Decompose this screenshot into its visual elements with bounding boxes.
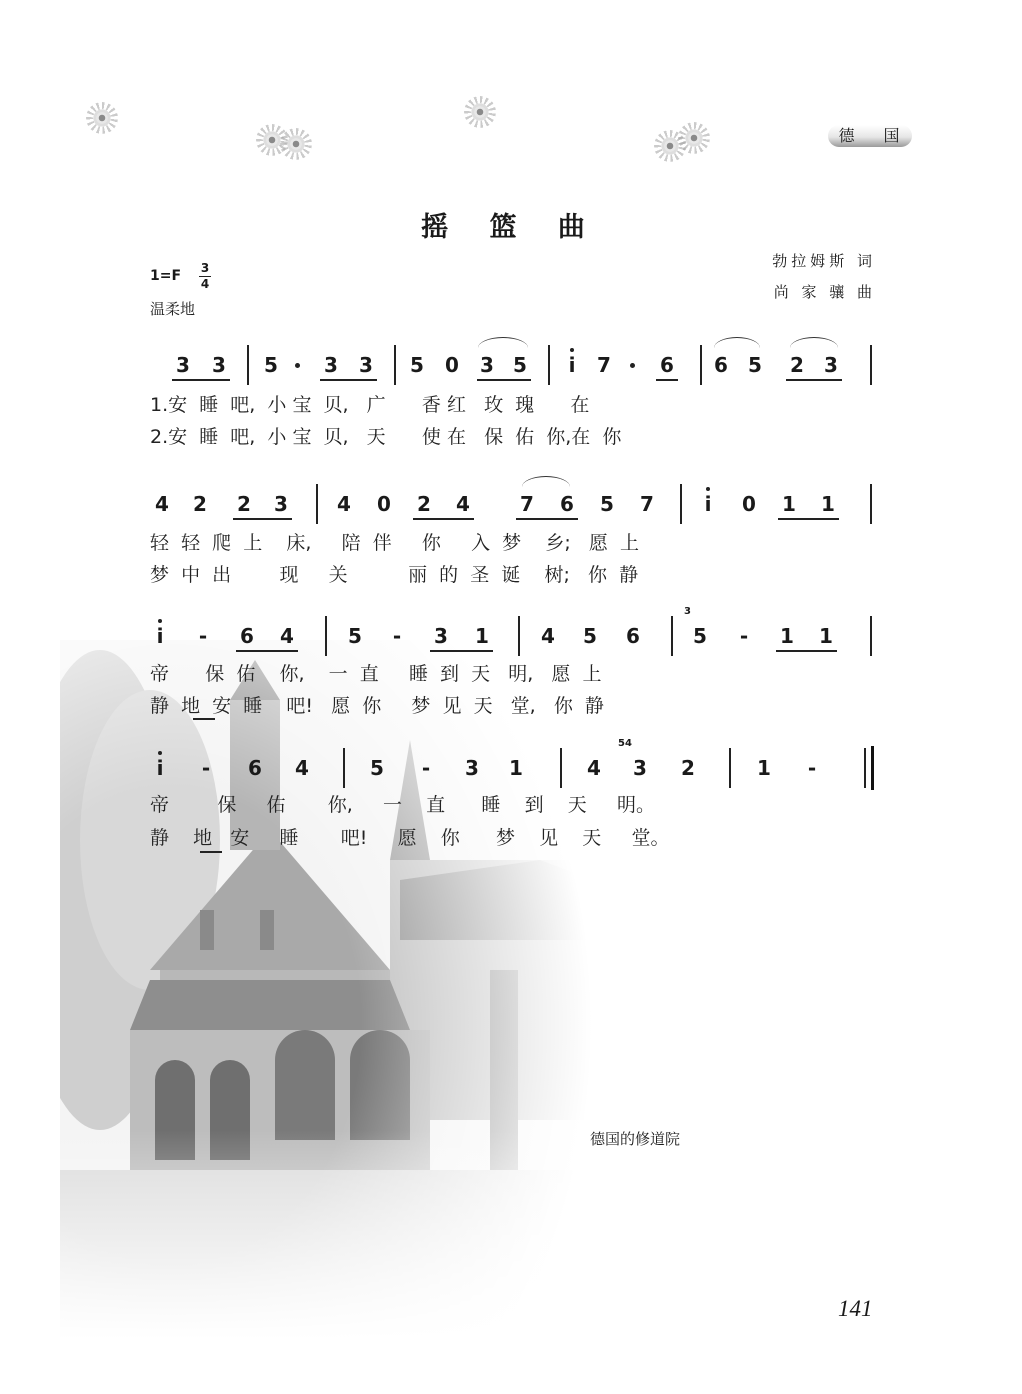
note: i [568, 353, 576, 377]
lyricist-credit: 勃拉姆斯 词 [772, 252, 876, 270]
note: 4 [456, 492, 470, 516]
lyrics-verse-1: 轻 轻 爬 上 床, 陪 伴 你 入 梦 乡; 愿 上 [150, 532, 639, 554]
lyrics-verse-2: 梦 中 出 现 关 丽 的 圣 诞 树; 你 静 [150, 564, 639, 586]
note: 6 [626, 624, 640, 648]
note: 3 [434, 624, 448, 648]
note: - [739, 624, 749, 648]
country-tag: 德 国 [828, 125, 912, 147]
lyrics-verse-1: 帝 保 佑 你, 一 直 睡 到 天 明。 [150, 794, 655, 816]
note: 3 [480, 353, 494, 377]
note: 5 [410, 353, 424, 377]
note: 1 [780, 624, 794, 648]
note: 1 [757, 756, 771, 780]
flower-decoration-icon [286, 134, 306, 154]
note: - [807, 756, 817, 780]
note: 5 [370, 756, 384, 780]
note: 6 [560, 492, 574, 516]
flower-decoration-icon [92, 108, 112, 128]
flower-decoration-icon [470, 102, 490, 122]
note: 3 [824, 353, 838, 377]
tempo-marking: 温柔地 [150, 300, 196, 318]
key-signature: 1=F [150, 268, 182, 284]
note: 2 [681, 756, 695, 780]
note: - [198, 624, 208, 648]
time-denominator: 4 [200, 277, 210, 291]
note: 1 [509, 756, 523, 780]
note: i [704, 492, 712, 516]
lyrics-verse-2: 静 地 安 睡 吧! 愿 你 梦 见 天 堂, 你 静 [150, 695, 604, 717]
note: 3 [465, 756, 479, 780]
lyrics-verse-1: 1.安 睡 吧, 小 宝 贝, 广 香 红 玫 瑰 在 [150, 394, 590, 416]
score-system-3 [0, 606, 1022, 656]
flower-decoration-icon [262, 130, 282, 150]
note: - [421, 756, 431, 780]
time-signature [199, 262, 211, 291]
note: 5 [748, 353, 762, 377]
flower-decoration-icon [684, 128, 704, 148]
note: 3 [176, 353, 190, 377]
note: 3 [324, 353, 338, 377]
note: 2 [417, 492, 431, 516]
note: 4 [541, 624, 555, 648]
time-numerator: 3 [200, 261, 210, 275]
lyrics-verse-1: 帝 保 佑 你, 一 直 睡 到 天 明, 愿 上 [150, 663, 602, 685]
score-system-4 [0, 738, 1022, 788]
photo-caption: 德国的修道院 [590, 1130, 681, 1148]
flower-decoration-icon [660, 136, 680, 156]
note: 4 [155, 492, 169, 516]
note: 3 [274, 492, 288, 516]
grace-note: 54 [618, 738, 632, 749]
note: 2 [193, 492, 207, 516]
note: 0 [377, 492, 391, 516]
monastery-photo [60, 640, 620, 1340]
note: 1 [819, 624, 833, 648]
note: 6 [248, 756, 262, 780]
note: 4 [280, 624, 294, 648]
note: 1 [821, 492, 835, 516]
note: 5 [693, 624, 707, 648]
note: 4 [295, 756, 309, 780]
page-number: 141 [838, 1296, 873, 1321]
note: 5 [513, 353, 527, 377]
lyrics-verse-2: 2.安 睡 吧, 小 宝 贝, 天 使 在 保 佑 你,在 你 [150, 426, 622, 448]
note: 3 [633, 756, 647, 780]
note: 5 [583, 624, 597, 648]
note: 4 [337, 492, 351, 516]
note: i [156, 756, 164, 780]
note: 5 [600, 492, 614, 516]
note: 6 [660, 353, 674, 377]
note: 0 [742, 492, 756, 516]
note: i [156, 624, 164, 648]
note: 4 [587, 756, 601, 780]
note: 5 [348, 624, 362, 648]
note: 2 [237, 492, 251, 516]
note: 7 [597, 353, 611, 377]
score-system-2 [0, 484, 1022, 524]
note: 2 [790, 353, 804, 377]
note: - [201, 756, 211, 780]
note: 5 [264, 353, 278, 377]
note: 7 [520, 492, 534, 516]
lyrics-verse-2: 静 地 安 睡 吧! 愿 你 梦 见 天 堂。 [150, 827, 670, 849]
note: - [392, 624, 402, 648]
note: 6 [240, 624, 254, 648]
note: 6 [714, 353, 728, 377]
note: 3 [212, 353, 226, 377]
score-system-1 [0, 345, 1022, 385]
note: 7 [640, 492, 654, 516]
note: 0 [445, 353, 459, 377]
note: 3 [359, 353, 373, 377]
grace-note: 3 [684, 606, 691, 617]
song-title: 摇 篮 曲 [421, 212, 601, 243]
note: 1 [475, 624, 489, 648]
note: 1 [782, 492, 796, 516]
composer-credit: 尚 家 骧 曲 [773, 283, 876, 301]
